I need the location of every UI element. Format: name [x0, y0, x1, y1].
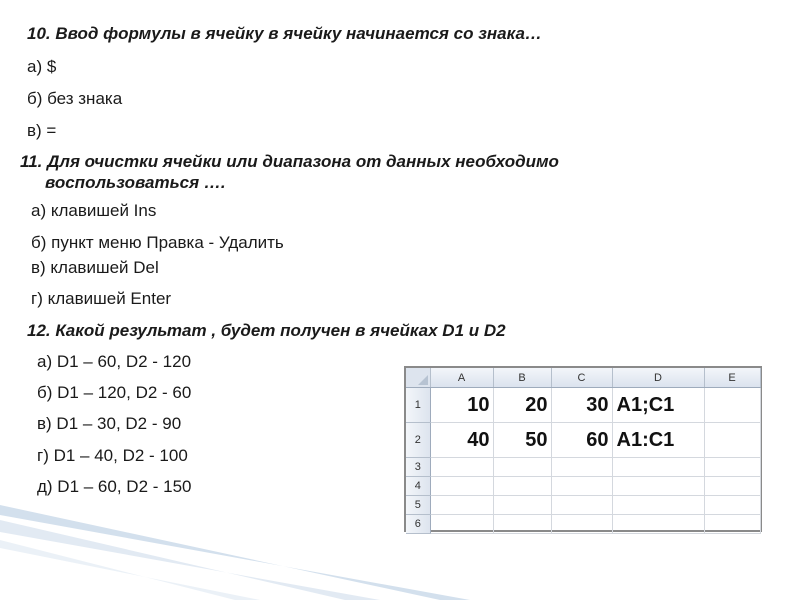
cell-e4: [704, 477, 760, 496]
q12-option-a: а) D1 – 60, D2 - 120: [37, 352, 192, 371]
cell-b4: [493, 477, 551, 496]
cell-b5: [493, 496, 551, 515]
cell-a1: 10: [430, 388, 493, 423]
cell-a2: 40: [430, 423, 493, 458]
cell-e6: [704, 515, 760, 534]
cell-e5: [704, 496, 760, 515]
row-header-3: 3: [406, 458, 430, 477]
row-header-1: 1: [406, 388, 430, 423]
cell-b3: [493, 458, 551, 477]
q11-option-c: в) клавишей Del: [31, 258, 159, 277]
cell-c6: [551, 515, 612, 534]
column-header-e: E: [704, 368, 760, 388]
question-11-title-line1: 11. Для очистки ячейки или диапазона от данных необходимо: [20, 152, 559, 171]
row-header-4: 4: [406, 477, 430, 496]
cell-b2: 50: [493, 423, 551, 458]
q12-option-e: д) D1 – 60, D2 - 150: [37, 477, 192, 496]
cell-b6: [493, 515, 551, 534]
row-header-6: 6: [406, 515, 430, 534]
column-header-d: D: [612, 368, 704, 388]
q11-option-b: б) пункт меню Правка - Удалить: [31, 233, 284, 252]
question-12-title: 12. Какой результат , будет получен в ячейках D1 и D2: [27, 321, 506, 340]
spreadsheet-image: [404, 366, 762, 532]
cell-c1: 30: [551, 388, 612, 423]
select-all-corner: [406, 368, 430, 388]
row-header-2: 2: [406, 423, 430, 458]
cell-e2: [704, 423, 760, 458]
cell-d4: [612, 477, 704, 496]
spreadsheet-grid: [406, 368, 761, 534]
cell-e3: [704, 458, 760, 477]
cell-a5: [430, 496, 493, 515]
q12-option-c: в) D1 – 30, D2 - 90: [37, 414, 182, 433]
q12-option-b: б) D1 – 120, D2 - 60: [37, 383, 192, 402]
column-header-b: B: [493, 368, 551, 388]
cell-a3: [430, 458, 493, 477]
cell-b1: 20: [493, 388, 551, 423]
cell-a6: [430, 515, 493, 534]
q10-option-b: б) без знака: [27, 89, 123, 108]
q12-option-d: г) D1 – 40, D2 - 100: [37, 446, 188, 465]
cell-e1: [704, 388, 760, 423]
cell-d1: A1;C1: [612, 388, 704, 423]
row-header-5: 5: [406, 496, 430, 515]
cell-d2: A1:C1: [612, 423, 704, 458]
question-11-title-line2: воспользоваться ….: [45, 173, 226, 192]
cell-c3: [551, 458, 612, 477]
cell-d5: [612, 496, 704, 515]
cell-c5: [551, 496, 612, 515]
q11-option-a: а) клавишей Ins: [31, 201, 157, 220]
cell-d6: [612, 515, 704, 534]
column-header-a: A: [430, 368, 493, 388]
q10-option-c: в) =: [27, 121, 57, 140]
question-10-title: 10. Ввод формулы в ячейку в ячейку начинается со знака…: [27, 24, 542, 43]
cell-c4: [551, 477, 612, 496]
cell-d3: [612, 458, 704, 477]
cell-a4: [430, 477, 493, 496]
q11-option-d: г) клавишей Enter: [31, 289, 172, 308]
column-header-c: C: [551, 368, 612, 388]
q10-option-a: а) $: [27, 57, 57, 76]
cell-c2: 60: [551, 423, 612, 458]
